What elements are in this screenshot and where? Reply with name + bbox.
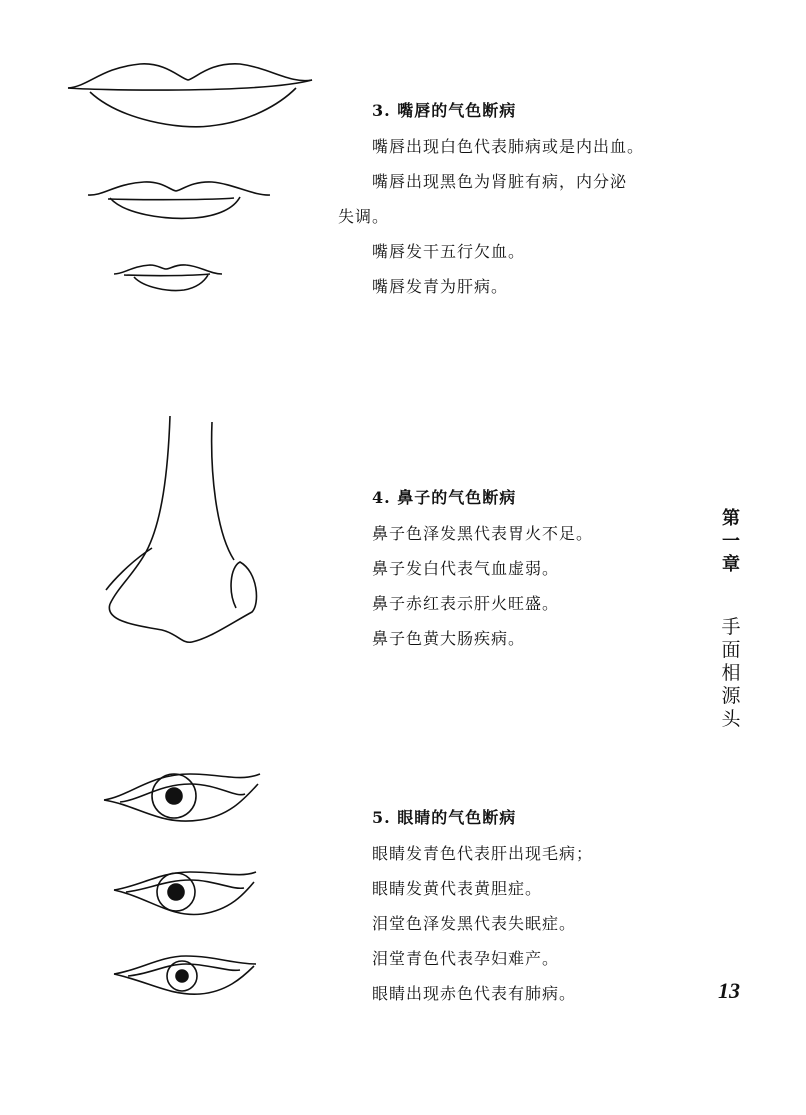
chapter-title-char: 相 — [721, 662, 741, 684]
section-line: 泪堂青色代表孕妇难产。 — [372, 949, 560, 968]
section-line: 鼻子赤红表示肝火旺盛。 — [372, 594, 560, 613]
section-title: 3. 嘴唇的气色断病 — [372, 101, 517, 120]
nose-illustration — [100, 412, 270, 652]
eyes-section — [372, 805, 702, 1011]
section-line: 嘴唇发干五行欠血。 — [372, 242, 526, 261]
section-title: 5. 眼睛的气色断病 — [372, 808, 517, 827]
lips-section — [338, 98, 698, 304]
eye-large-illustration — [100, 770, 265, 830]
section-line: 鼻子色泽发黑代表胃火不足。 — [372, 524, 594, 543]
chapter-title-char: 源 — [721, 685, 741, 707]
page-number: 13 — [718, 978, 740, 1003]
section-line: 嘴唇出现白色代表肺病或是内出血。 — [372, 137, 645, 156]
lips-medium-illustration — [84, 178, 274, 228]
eye-small-illustration — [110, 950, 260, 1002]
section-line: 泪堂色泽发黑代表失眠症。 — [372, 914, 577, 933]
chapter-number-char: 一 — [722, 531, 740, 552]
chapter-label — [716, 507, 746, 731]
section-line: 嘴唇出现黑色为肾脏有病，内分泌 — [372, 172, 628, 191]
eye-medium-illustration — [110, 868, 260, 924]
chapter-title-char: 手 — [721, 616, 741, 638]
section-line: 鼻子发白代表气血虚弱。 — [372, 559, 560, 578]
nose-section — [372, 485, 702, 656]
lips-large-illustration — [60, 58, 320, 138]
chapter-title-char: 头 — [721, 708, 741, 730]
chapter-title-char: 面 — [721, 639, 741, 661]
section-line: 失调。 — [338, 207, 390, 226]
section-line: 眼睛发黄代表黄胆症。 — [372, 879, 543, 898]
chapter-number-char: 章 — [722, 554, 740, 575]
lips-small-illustration — [110, 260, 230, 300]
chapter-number-char: 第 — [722, 508, 740, 529]
section-line: 鼻子色黄大肠疾病。 — [372, 629, 526, 648]
section-line: 眼睛发青色代表肝出现毛病； — [372, 844, 594, 863]
section-line: 眼睛出现赤色代表有肺病。 — [372, 984, 577, 1003]
section-title: 4. 鼻子的气色断病 — [372, 488, 517, 507]
section-line: 嘴唇发青为肝病。 — [372, 277, 509, 296]
